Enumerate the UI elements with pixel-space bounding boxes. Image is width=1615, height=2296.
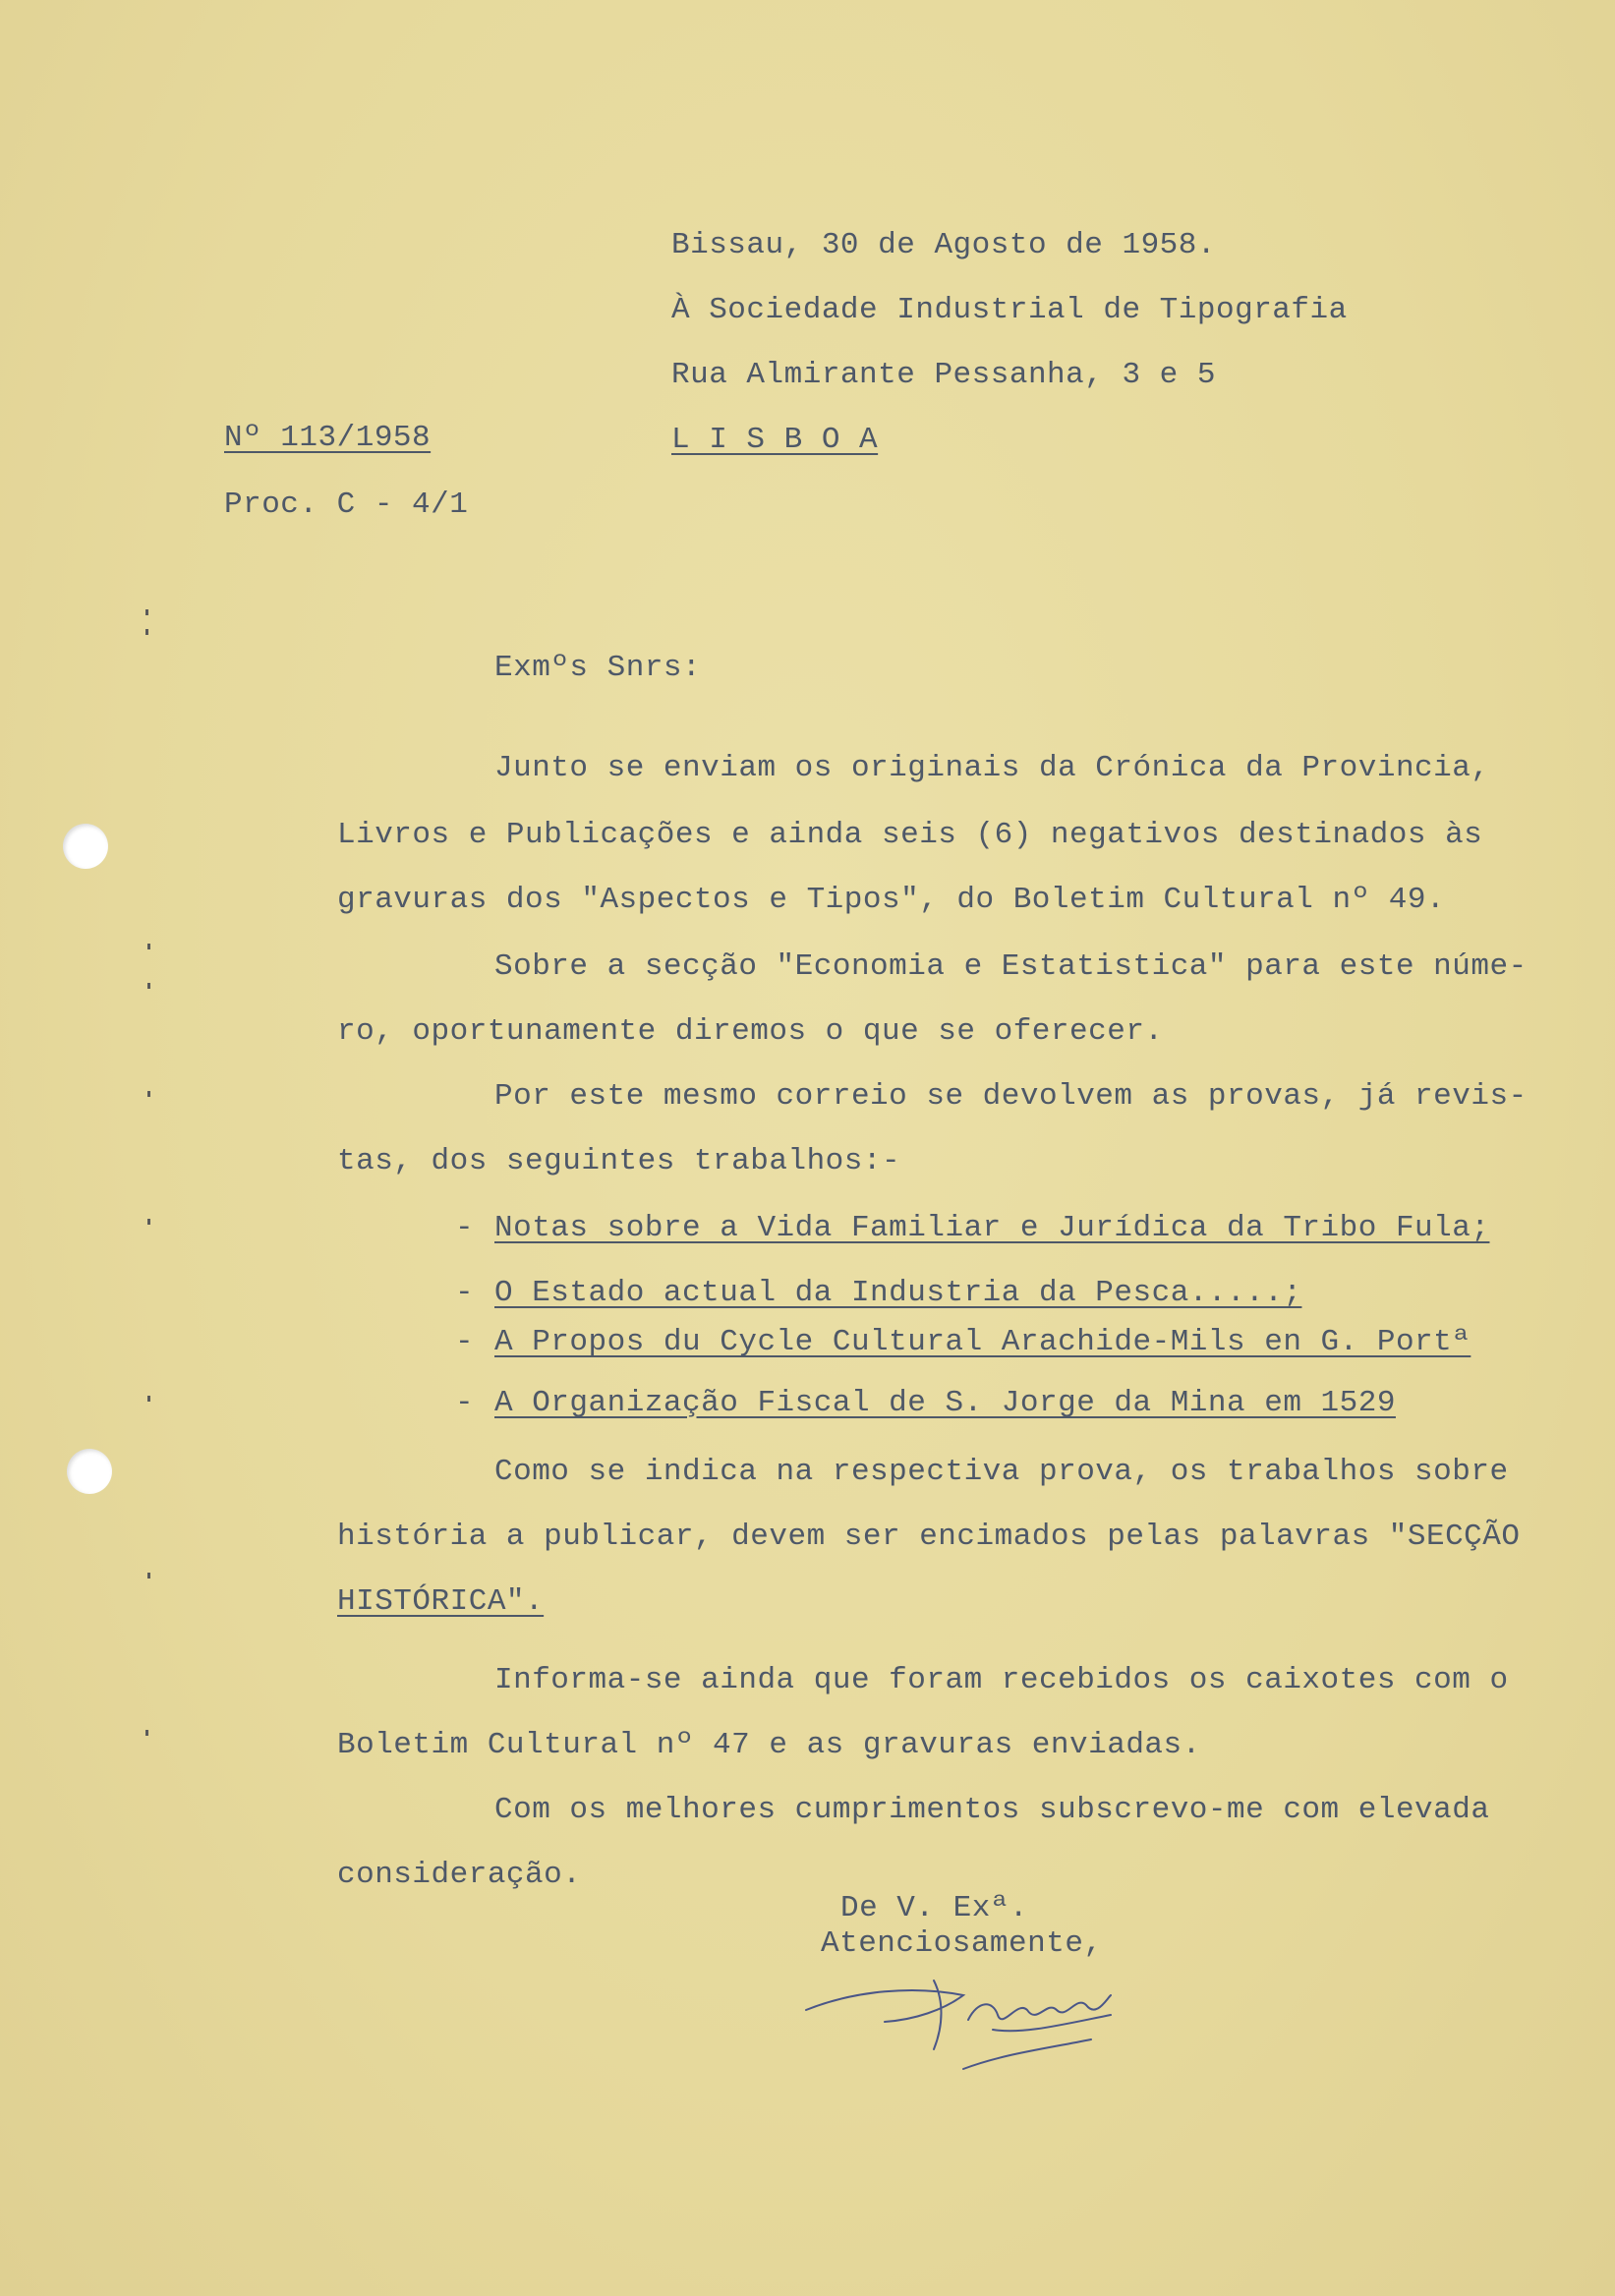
margin-mark (147, 1573, 150, 1578)
paragraph-5-line-1: Informa-se ainda que foram recebidos os caixotes com o (494, 1663, 1509, 1697)
paragraph-4-line-3: HISTÓRICA". (337, 1584, 545, 1619)
list-item: A Propos du Cycle Cultural Arachide-Mils en G. Portª (494, 1325, 1471, 1359)
salutation: Exmºs Snrs: (494, 651, 702, 685)
margin-mark (147, 944, 150, 949)
margin-mark (147, 1219, 150, 1225)
handwritten-signature (796, 1941, 1150, 2079)
margin-mark (147, 1396, 150, 1402)
list-bullet: - (455, 1386, 475, 1420)
list-bullet: - (455, 1325, 475, 1359)
list-item: O Estado actual da Industria da Pesca.....; (494, 1276, 1302, 1310)
list-item: A Organização Fiscal de S. Jorge da Mina em 1529 (494, 1386, 1396, 1420)
paragraph-4-line-2: história a publicar, devem ser encimados pelas palavras "SECÇÃO (337, 1520, 1521, 1554)
paragraph-1-line-2: Livros e Publicações e ainda seis (6) negativos destinados às (337, 818, 1483, 852)
paragraph-2-line-1: Sobre a secção "Economia e Estatistica" para este núme- (494, 949, 1528, 984)
closing-line-1: De V. Exª. (840, 1891, 1029, 1925)
margin-mark (147, 983, 150, 989)
paragraph-5-line-2: Boletim Cultural nº 47 e as gravuras enviadas. (337, 1728, 1201, 1762)
paragraph-6-line-2: consideração. (337, 1858, 582, 1892)
recipient-street: Rua Almirante Pessanha, 3 e 5 (671, 358, 1216, 392)
margin-mark (145, 1730, 148, 1736)
paragraph-3-line-2: tas, dos seguintes trabalhos:- (337, 1144, 901, 1178)
paragraph-6-line-1: Com os melhores cumprimentos subscrevo-me com elevada (494, 1793, 1490, 1827)
paragraph-1-line-1: Junto se enviam os originais da Crónica da Provincia, (494, 751, 1490, 785)
closing-line-2: Atenciosamente, (821, 1926, 1103, 1961)
punch-hole-bottom (67, 1449, 112, 1494)
punch-hole-top (63, 824, 108, 869)
paragraph-2-line-2: ro, oportunamente diremos o que se oferecer. (337, 1014, 1164, 1049)
paragraph-4-line-1: Como se indica na respectiva prova, os trabalhos sobre (494, 1455, 1509, 1489)
list-bullet: - (455, 1211, 475, 1245)
list-bullet: - (455, 1276, 475, 1310)
margin-mark (147, 1091, 150, 1097)
margin-mark (145, 609, 148, 615)
recipient-name: À Sociedade Industrial de Tipografia (671, 293, 1348, 327)
recipient-city: L I S B O A (671, 423, 879, 457)
reference-number: Nº 113/1958 (224, 421, 432, 455)
paragraph-1-line-3: gravuras dos "Aspectos e Tipos", do Boletim Cultural nº 49. (337, 883, 1446, 917)
reference-process: Proc. C - 4/1 (224, 488, 469, 522)
place-date: Bissau, 30 de Agosto de 1958. (671, 228, 1216, 262)
paragraph-3-line-1: Por este mesmo correio se devolvem as provas, já revis- (494, 1079, 1528, 1114)
list-item: Notas sobre a Vida Familiar e Jurídica da Tribo Fula; (494, 1211, 1490, 1245)
margin-mark (145, 629, 148, 635)
